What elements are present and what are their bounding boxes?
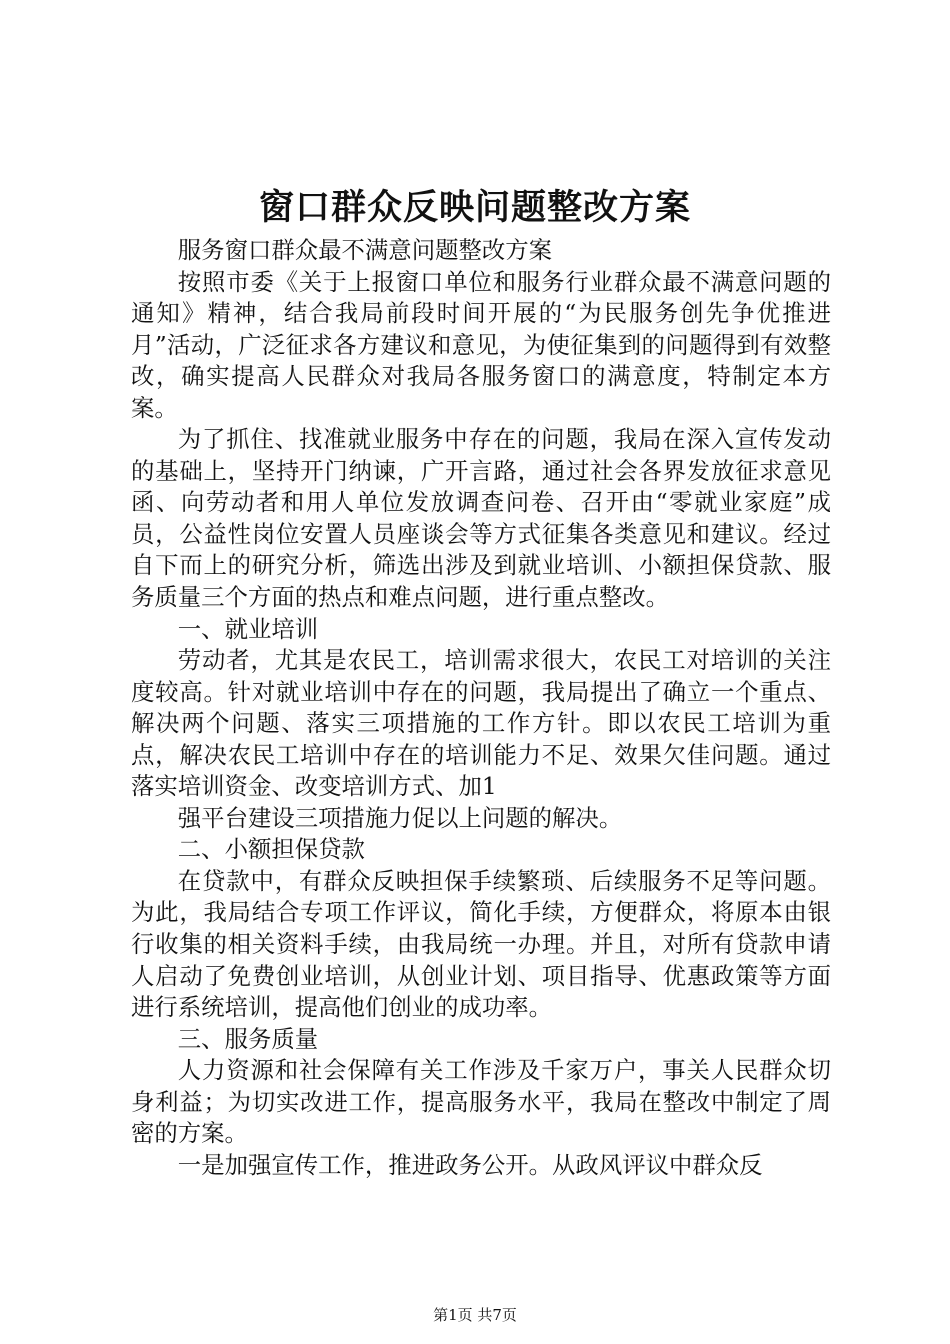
service-paragraph: 人力资源和社会保障有关工作涉及千家万户，事关人民群众切身利益；为切实改进工作，提高服务水平，我局在整改中制定了周密的方案。 [131, 1056, 831, 1148]
subtitle-paragraph: 服务窗口群众最不满意问题整改方案 [177, 236, 553, 264]
section-heading-training: 一、就业培训 [177, 614, 319, 643]
measure-one-paragraph: 一是加强宣传工作，推进政务公开。从政风评议中群众反 [177, 1150, 763, 1179]
page-footer: 第1页 共7页 [433, 1306, 517, 1324]
intro-paragraph: 按照市委《关于上报窗口单位和服务行业群众最不满意问题的通知》精神，结合我局前段时间开展的“为民服务创先争优推进月”活动，广泛征求各方建议和意见，为使征集到的问题得到有效整改，确实提高人民群众对我局各服务窗口的满意度，特制定本方案。 [131, 267, 831, 422]
section-heading-service: 三、服务质量 [177, 1024, 319, 1053]
document-body [131, 235, 831, 1181]
document-title: 窗口群众反映问题整改方案 [258, 187, 691, 228]
background-paragraph: 为了抓住、找准就业服务中存在的问题，我局在深入宣传发动的基础上，坚持开门纳谏，广开言路，通过社会各界发放征求意见函、向劳动者和用人单位发放调查问卷、召开由“零就业家庭”成员，公益性岗位安置人员座谈会等方式征集各类意见和建议。经过自下而上的研究分析，筛选出涉及到就业培训、小额担保贷款、服务质量三个方面的热点和难点问题，进行重点整改。 [131, 425, 831, 612]
section-heading-loans: 二、小额担保贷款 [177, 835, 365, 864]
training-continued-paragraph: 强平台建设三项措施力促以上问题的解决。 [177, 803, 623, 832]
training-paragraph: 劳动者，尤其是农民工，培训需求很大，农民工对培训的关注度较高。针对就业培训中存在的问题，我局提出了确立一个重点、解决两个问题、落实三项措施的工作方针。即以农民工培训为重点，解决农民工培训中存在的培训能力不足、效果欠佳问题。通过落实培训资金、改变培训方式、加1 [131, 646, 831, 801]
loans-paragraph: 在贷款中，有群众反映担保手续繁琐、后续服务不足等问题。为此，我局结合专项工作评议，简化手续，方便群众，将原本由银行收集的相关资料手续，由我局统一办理。并且，对所有贷款申请人启动了免费创业培训，从创业计划、项目指导、优惠政策等方面进行系统培训，提高他们创业的成功率。 [131, 866, 831, 1022]
